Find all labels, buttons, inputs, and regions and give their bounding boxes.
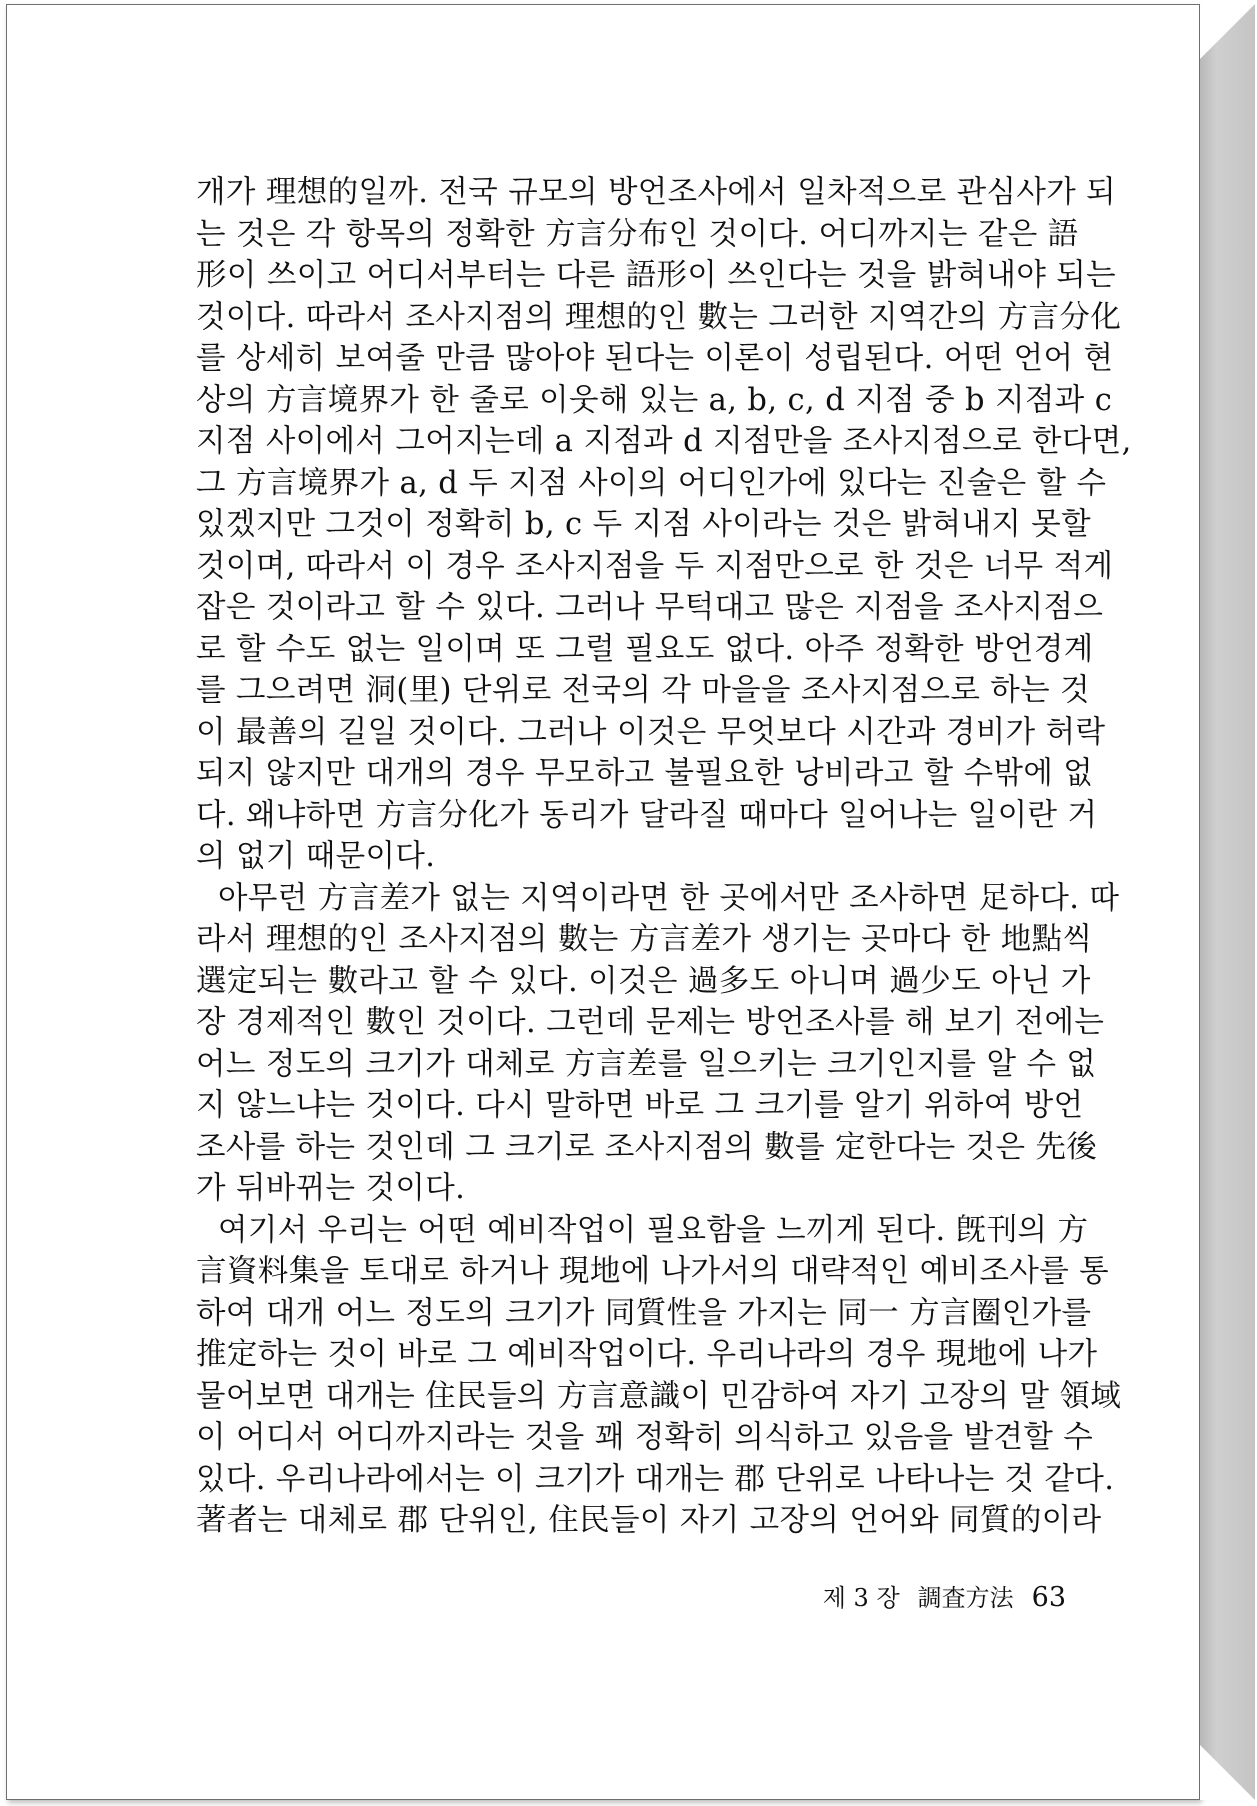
text-line: 選定되는 數라고 할 수 있다. 이것은 過多도 아니며 過少도 아닌 가 [196, 963, 1091, 999]
book-spine [1200, 4, 1255, 1800]
text-line: 잡은 것이라고 할 수 있다. 그러나 무턱대고 많은 지점을 조사지점으 [196, 590, 1104, 625]
paragraph-2 [196, 878, 1120, 1210]
text-line: 가 뒤바뀌는 것이다. [196, 1171, 466, 1206]
chapter-title: 調査方法 [917, 1584, 1014, 1612]
text-line: 물어보면 대개는 住民들의 方言意識이 민감하여 자기 고장의 말 領域 [196, 1378, 1122, 1414]
text-line: 개가 理想的일까. 전국 규모의 방언조사에서 일차적으로 관심사가 되 [196, 175, 1117, 210]
text-line: 상의 方言境界가 한 줄로 이웃해 있는 a, b, c, d 지점 중 b 지점과 c [196, 382, 1113, 418]
text-line: 어느 정도의 크기가 대체로 方言差를 일으키는 크기인지를 알 수 없 [196, 1046, 1097, 1082]
text-line: 이 最善의 길일 것이다. 그러나 이것은 무엇보다 시간과 경비가 허락 [196, 714, 1106, 750]
text-line: 를 그으려면 洞(里) 단위로 전국의 각 마을을 조사지점으로 하는 것 [196, 673, 1090, 708]
text-line: 著者는 대체로 郡 단위인, 住民들이 자기 고장의 언어와 同質的이라 [196, 1503, 1102, 1538]
text-line: 여기서 우리는 어떤 예비작업이 필요함을 느끼게 된다. 旣刊의 方 [218, 1212, 1089, 1248]
text-line: 있겠지만 그것이 정확히 b, c 두 지점 사이라는 것은 밝혀내지 못할 [196, 507, 1092, 542]
text-line: 言資料集을 토대로 하거나 現地에 나가서의 대략적인 예비조사를 통 [196, 1254, 1110, 1289]
paragraph-1 [196, 172, 1132, 878]
paragraph-3 [196, 1210, 1122, 1542]
text-line: 있다. 우리나라에서는 이 크기가 대개는 郡 단위로 나타나는 것 같다. [196, 1461, 1115, 1497]
page-body [196, 172, 1132, 1542]
text-line: 는 것은 각 항목의 정확한 方言分布인 것이다. 어디까지는 같은 語 [196, 216, 1079, 252]
text-line: 지점 사이에서 그어지는데 a 지점과 d 지점만을 조사지점으로 한다면, [196, 424, 1132, 459]
text-line: 조사를 하는 것인데 그 크기로 조사지점의 數를 定한다는 것은 先後 [196, 1129, 1098, 1165]
text-line: 를 상세히 보여줄 만큼 많아야 된다는 이론이 성립된다. 어떤 언어 현 [196, 341, 1114, 376]
text-line: 되지 않지만 대개의 경우 무모하고 불필요한 낭비라고 할 수밖에 없 [196, 756, 1094, 791]
text-line: 形이 쓰이고 어디서부터는 다른 語形이 쓰인다는 것을 밝혀내야 되는 [196, 258, 1117, 293]
text-line: 장 경제적인 數인 것이다. 그런데 문제는 방언조사를 해 보기 전에는 [196, 1005, 1105, 1040]
book-spine-bottom-corner [1200, 1745, 1255, 1800]
text-line: 라서 理想的인 조사지점의 數는 方言差가 생기는 곳마다 한 地點씩 [196, 922, 1093, 957]
text-line: 것이다. 따라서 조사지점의 理想的인 數는 그러한 지역간의 方言分化 [196, 299, 1122, 335]
text-line: 아무런 方言差가 없는 지역이라면 한 곳에서만 조사하면 足하다. 따 [218, 880, 1120, 916]
text-line: 推定하는 것이 바로 그 예비작업이다. 우리나라의 경우 現地에 나가 [196, 1337, 1098, 1372]
text-line: 이 어디서 어디까지라는 것을 꽤 정확히 의식하고 있음을 발견할 수 [196, 1420, 1094, 1455]
chapter-label: 제 3 장 [822, 1584, 900, 1612]
text-line: 로 할 수도 없는 일이며 또 그럴 필요도 없다. 아주 정확한 방언경계 [196, 631, 1094, 667]
text-line: 그 方言境界가 a, d 두 지점 사이의 어디인가에 있다는 진술은 할 수 [196, 465, 1107, 501]
text-line: 지 않느냐는 것이다. 다시 말하면 바로 그 크기를 알기 위하여 방언 [196, 1088, 1084, 1123]
book-spine-top-corner [1200, 4, 1255, 59]
text-line: 의 없기 때문이다. [196, 839, 436, 874]
page-number: 63 [1031, 1582, 1066, 1613]
page-footer [750, 1578, 1066, 1618]
text-line: 것이며, 따라서 이 경우 조사지점을 두 지점만으로 한 것은 너무 적게 [196, 548, 1114, 584]
text-line: 다. 왜냐하면 方言分化가 동리가 달라질 때마다 일어나는 일이란 거 [196, 797, 1098, 833]
text-line: 하여 대개 어느 정도의 크기가 同質性을 가지는 同一 方言圈인가를 [196, 1295, 1092, 1331]
